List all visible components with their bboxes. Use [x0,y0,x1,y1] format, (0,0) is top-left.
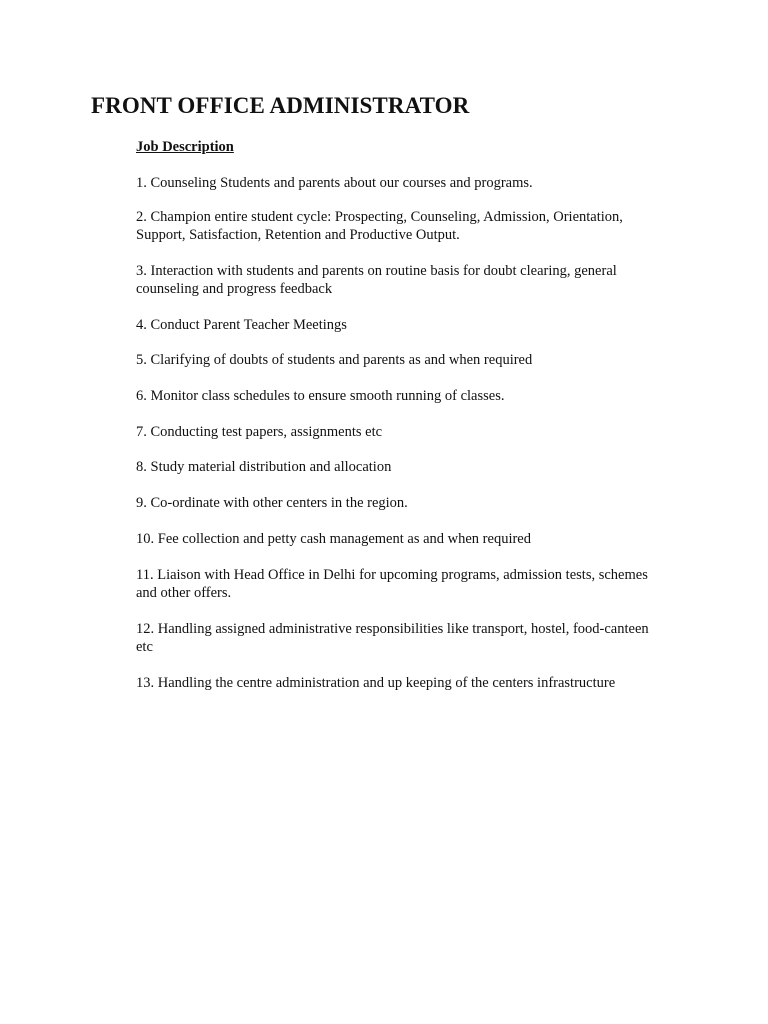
duty-line: etc [136,639,153,655]
section-heading: Job Description [136,139,234,155]
duty-item [136,566,676,602]
duty-item [136,674,676,692]
duty-line: 2. Champion entire student cycle: Prospecting, Counseling, Admission, Orientation, [136,209,623,225]
duty-item [136,387,676,405]
duty-item [136,208,676,244]
duty-line: 13. Handling the centre administration and up keeping of the centers infrastructure [136,675,616,691]
duty-line: 7. Conducting test papers, assignments etc [136,424,383,440]
duty-line: 9. Co-ordinate with other centers in the region. [136,495,408,511]
duty-item [136,620,676,656]
duty-line: and other offers. [136,585,232,601]
duty-item [136,351,676,369]
duty-item [136,423,676,441]
duty-item [136,174,676,192]
duty-line: counseling and progress feedback [136,281,333,297]
duty-item [136,262,676,298]
duty-item [136,458,676,476]
duty-item [136,530,676,548]
page-title: FRONT OFFICE ADMINISTRATOR [91,93,470,118]
duty-line: 5. Clarifying of doubts of students and parents as and when required [136,352,533,368]
duty-line: 1. Counseling Students and parents about our courses and programs. [136,175,533,191]
duty-line: 4. Conduct Parent Teacher Meetings [136,317,347,333]
duty-line: 10. Fee collection and petty cash management as and when required [136,531,531,547]
duty-item [136,316,676,334]
duty-item [136,494,676,512]
duty-line: 8. Study material distribution and allocation [136,459,392,475]
duty-line: 12. Handling assigned administrative responsibilities like transport, hostel, food-canteen [136,621,649,637]
duty-line: Support, Satisfaction, Retention and Productive Output. [136,227,460,243]
duty-line: 6. Monitor class schedules to ensure smooth running of classes. [136,388,505,404]
duty-line: 3. Interaction with students and parents on routine basis for doubt clearing, general [136,263,617,279]
duty-line: 11. Liaison with Head Office in Delhi for upcoming programs, admission tests, schemes [136,567,648,583]
